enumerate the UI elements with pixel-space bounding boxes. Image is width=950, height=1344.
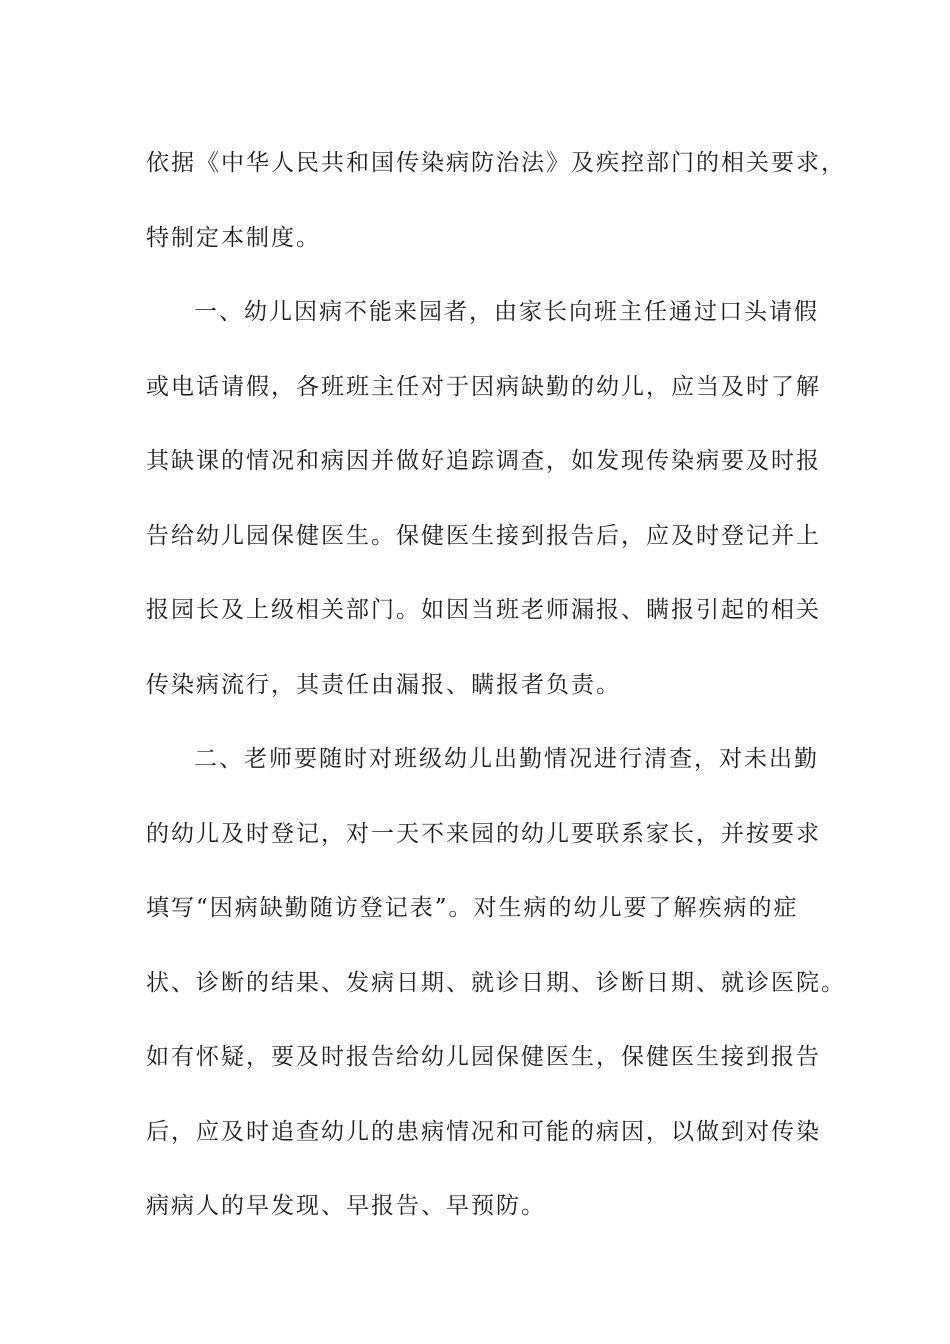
text-line: 如有怀疑，要及时报告给幼儿园保健医生，保健医生接到报告	[146, 1044, 821, 1070]
document-body	[146, 126, 846, 1244]
text-line: 传染病流行，其责任由漏报、瞒报者负责。	[146, 671, 621, 698]
text-line: 的幼儿及时登记，对一天不来园的幼儿要联系家长，并按要求	[146, 820, 821, 847]
text-line: 依据《中华人民共和国传染病防治法》及疾控部门的相关要求，	[146, 150, 846, 176]
text-line: 告给幼儿园保健医生。保健医生接到报告后，应及时登记并上	[146, 522, 821, 549]
text-line: 或电话请假，各班班主任对于因病缺勤的幼儿，应当及时了解	[146, 373, 821, 400]
text-line: 填写“因病缺勤随访登记表”。对生病的幼儿要了解疾病的症	[146, 895, 799, 921]
paragraph-heading-line: 一、幼儿因病不能来园者，由家长向班主任通过口头请假	[194, 299, 819, 325]
text-line: 其缺课的情况和病因并做好追踪调查，如发现传染病要及时报	[146, 448, 821, 474]
text-line: 报园长及上级相关部门。如因当班老师漏报、瞒报引起的相关	[146, 597, 821, 623]
text-line: 特制定本制度。	[146, 224, 321, 251]
paragraph-heading-line: 二、老师要随时对班级幼儿出勤情况进行清查，对未出勤	[194, 746, 819, 772]
text-line: 状、诊断的结果、发病日期、就诊日期、诊断日期、就诊医院。	[146, 969, 846, 996]
text-line: 后，应及时追查幼儿的患病情况和可能的病因，以做到对传染	[146, 1118, 821, 1145]
text-line: 病病人的早发现、早报告、早预防。	[146, 1193, 546, 1219]
